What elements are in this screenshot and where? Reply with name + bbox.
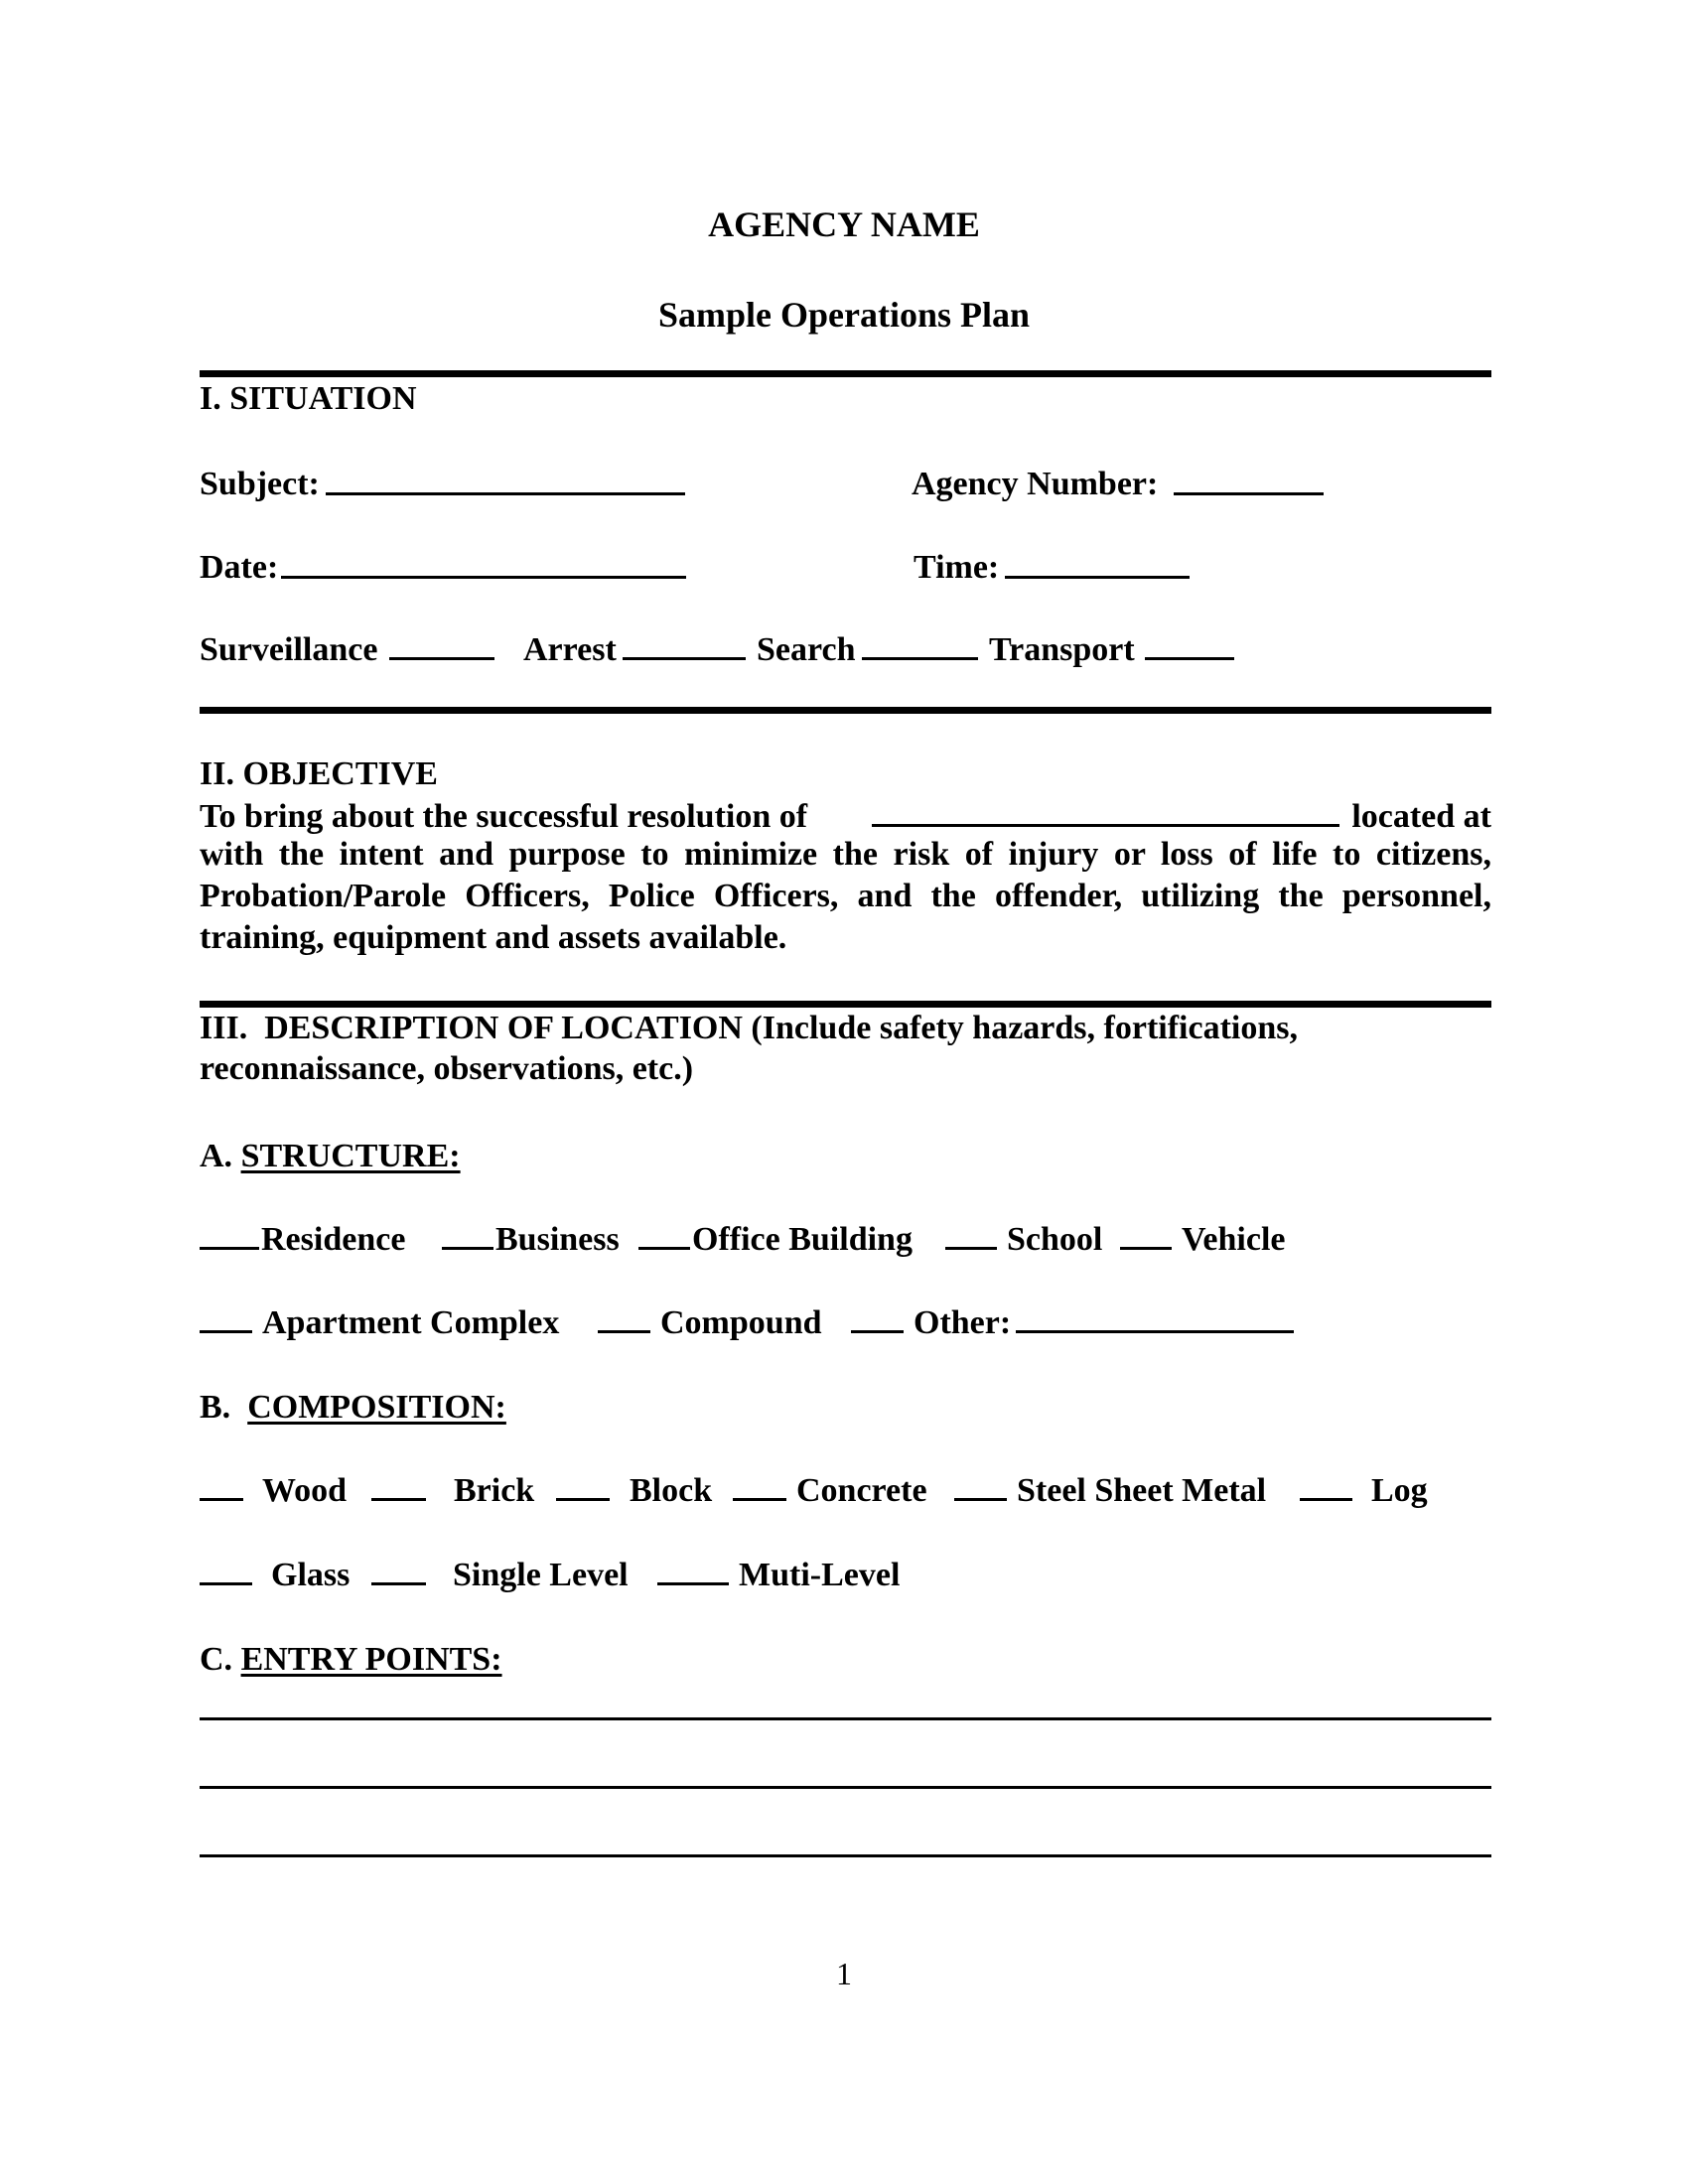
operation-type-transport-field[interactable] [1145,657,1234,660]
composition-single-level-label: Single Level [453,1557,629,1593]
location-heading-note-line2: reconnaissance, observations, etc.) [200,1050,694,1087]
operation-type-search-label: Search [757,631,856,668]
structure-prefix: A. [200,1138,233,1174]
composition-brick-checkbox[interactable] [371,1498,426,1501]
section-divider-rule [200,1001,1491,1008]
structure-vehicle-label: Vehicle [1182,1221,1286,1258]
objective-line3: Probation/Parole Officers, Police Officers, and the offender, utilizing the personnel, [200,878,1491,914]
date-field[interactable] [281,576,686,579]
composition-multi-level-label: Muti-Level [739,1557,901,1593]
structure-school-checkbox[interactable] [945,1247,997,1250]
composition-multi-level-checkbox[interactable] [657,1582,729,1585]
composition-glass-label: Glass [271,1557,351,1593]
operation-type-surveillance-field[interactable] [389,657,494,660]
entry-points-line-2[interactable] [200,1786,1491,1789]
structure-other-checkbox[interactable] [851,1330,904,1333]
structure-other-label: Other: [914,1304,1012,1341]
composition-title: COMPOSITION: [247,1389,506,1426]
objective-line1-suffix: located at [1351,798,1491,835]
structure-title: STRUCTURE: [240,1138,461,1174]
objective-line2: with the intent and purpose to minimize the risk of injury or loss of life to citizens, [200,836,1491,873]
entry-points-heading [200,1643,502,1677]
time-label: Time: [914,549,1000,586]
subject-field[interactable] [326,492,685,495]
section-divider-rule [200,370,1491,377]
entry-points-line-3[interactable] [200,1854,1491,1857]
agency-name-title: AGENCY NAME [708,205,980,244]
structure-residence-label: Residence [261,1221,406,1258]
composition-glass-checkbox[interactable] [200,1582,252,1585]
entry-points-title: ENTRY POINTS: [240,1641,502,1678]
location-heading-note: (Include safety hazards, fortifications, [751,1010,1298,1046]
entry-points-prefix: C. [200,1641,233,1678]
structure-compound-checkbox[interactable] [598,1330,650,1333]
entry-points-line-1[interactable] [200,1717,1491,1720]
operation-type-transport-label: Transport [989,631,1135,668]
structure-heading [200,1140,461,1173]
composition-prefix: B. [200,1389,231,1426]
operation-type-search-field[interactable] [862,657,978,660]
composition-concrete-checkbox[interactable] [733,1498,786,1501]
structure-office-building-checkbox[interactable] [638,1247,690,1250]
structure-vehicle-checkbox[interactable] [1120,1247,1172,1250]
composition-steel-sheet-metal-label: Steel Sheet Metal [1017,1472,1267,1509]
date-label: Date: [200,549,279,586]
structure-other-field[interactable] [1016,1330,1294,1333]
operation-type-surveillance-label: Surveillance [200,631,378,668]
objective-heading: II. OBJECTIVE [200,755,438,792]
structure-school-label: School [1007,1221,1103,1258]
structure-apartment-complex-checkbox[interactable] [200,1330,252,1333]
operation-type-arrest-field[interactable] [623,657,746,660]
location-heading-main: III. DESCRIPTION OF LOCATION [200,1010,743,1046]
structure-business-checkbox[interactable] [442,1247,493,1250]
structure-compound-label: Compound [660,1304,822,1341]
time-field[interactable] [1005,576,1190,579]
document-title: Sample Operations Plan [657,295,1031,335]
structure-residence-checkbox[interactable] [200,1247,259,1250]
composition-wood-checkbox[interactable] [200,1498,243,1501]
structure-business-label: Business [495,1221,620,1258]
structure-office-building-label: Office Building [692,1221,913,1258]
structure-apartment-complex-label: Apartment Complex [262,1304,560,1341]
operation-type-arrest-label: Arrest [523,631,617,668]
objective-line4: training, equipment and assets available. [200,919,787,956]
composition-brick-label: Brick [454,1472,535,1509]
subject-label: Subject: [200,466,320,502]
composition-block-checkbox[interactable] [556,1498,610,1501]
composition-wood-label: Wood [262,1472,348,1509]
location-heading [200,1012,1298,1045]
page-number: 1 [836,1956,852,1991]
composition-log-checkbox[interactable] [1300,1498,1352,1501]
section-divider-rule [200,707,1491,714]
objective-line1-prefix: To bring about the successful resolution of [200,798,808,835]
situation-heading: I. SITUATION [200,380,417,417]
composition-steel-sheet-metal-checkbox[interactable] [954,1498,1007,1501]
composition-block-label: Block [630,1472,713,1509]
composition-heading [200,1391,506,1425]
resolution-subject-field[interactable] [872,824,1339,827]
composition-log-label: Log [1371,1472,1428,1509]
composition-concrete-label: Concrete [796,1472,927,1509]
composition-single-level-checkbox[interactable] [371,1582,426,1585]
agency-number-label: Agency Number: [912,466,1159,502]
agency-number-field[interactable] [1174,492,1324,495]
